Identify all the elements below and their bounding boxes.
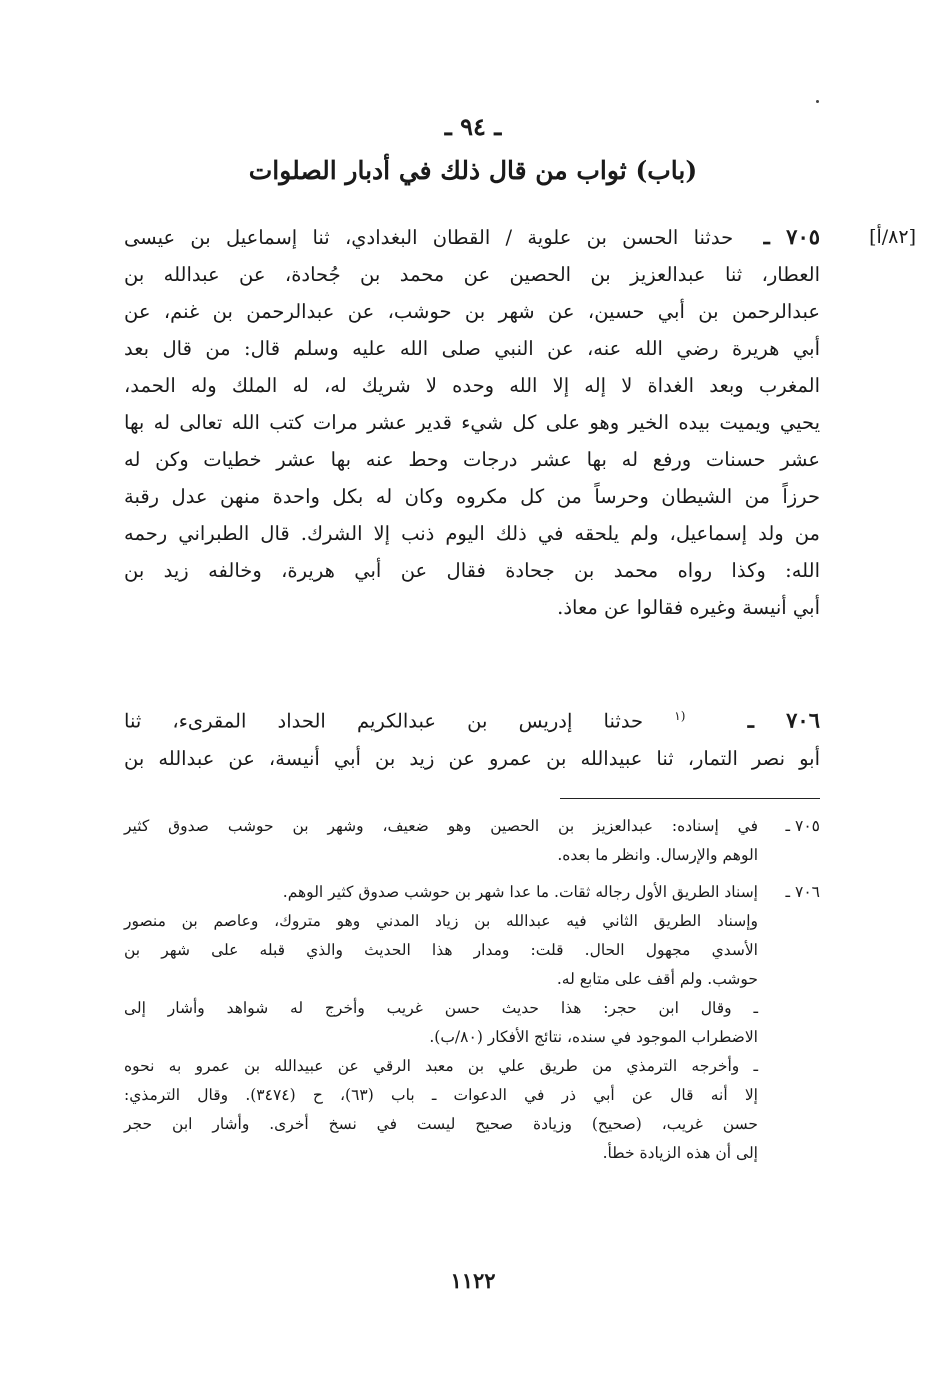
footnote-line: ـ وقال ابن حجر: هذا حديث حسن غريب وأخرج له شواهد وأشار إلى xyxy=(124,999,758,1017)
footnote-number: ٧٠٦ ـ xyxy=(785,883,820,901)
hadith-705-line-2: العطار، ثنا عبدالعزيز بن الحصين عن محمد بن جُحادة، عن عبدالله بن xyxy=(124,263,820,286)
hadith-705 xyxy=(124,218,820,626)
footnote-line: حوشب. ولم أقف على متابع له. xyxy=(556,970,758,988)
margin-dot xyxy=(816,100,819,103)
footnote-line: إسناد الطريق الأول رجاله ثقات. ما عدا شهر بن حوشب صدوق كثير الوهم. xyxy=(282,883,758,901)
hadith-706 xyxy=(124,698,820,777)
footnote-separator xyxy=(560,798,820,799)
footnote-line: في إسناده: عبدالعزيز بن الحصين وهو ضعيف، وشهر بن حوشب صدوق كثير xyxy=(124,817,758,835)
chapter-title: (باب) ثواب من قال ذلك في أدبار الصلوات xyxy=(248,156,698,185)
footnote-706 xyxy=(124,878,820,1168)
hadith-705-line-9: من ولد إسماعيل، ولم يلحقه في ذلك اليوم ذنب إلا الشرك. قال الطبراني رحمه xyxy=(124,522,820,545)
hadith-705-line-4: أبي هريرة رضي الله عنه، عن النبي صلى الله عليه وسلم قال: من قال بعد xyxy=(124,337,820,360)
hadith-706-line-1 xyxy=(124,698,820,740)
footnote-line: إلى أن هذه الزيادة خطأ. xyxy=(602,1144,758,1162)
footnote-body xyxy=(124,878,758,1168)
hadith-705-line-5: المغرب وبعد الغداة لا إله إلا الله وحده لا شريك له، له الملك وله الحمد، xyxy=(124,374,820,397)
footnote-line: ـ وأخرجه الترمذي من طريق علي بن معبد الرقي عن عبيدالله بن عمرو به نحوه xyxy=(124,1057,758,1075)
footnote-marker: (١ xyxy=(674,709,686,723)
hadith-705-line-1 xyxy=(124,218,820,256)
hadith-705-line-11: أبي أنيسة وغيره فقالوا عن معاذ. xyxy=(557,596,820,619)
book-page-number: ١١٢٢ xyxy=(450,1268,496,1293)
footnote-line: الأسدي مجهول الحال. قلت: ومدار هذا الحديث والذي قبله على شهر بن xyxy=(124,941,758,959)
footnote-line: الوهم والإرسال. وانظر ما بعده. xyxy=(557,846,758,864)
hadith-number: ٧٠٦ ـ xyxy=(747,707,820,733)
hadith-number: ٧٠٥ ـ xyxy=(763,224,821,249)
footnote-body xyxy=(124,812,758,870)
hadith-text: حدثنا إدريس بن عبدالكريم الحداد المقرىء، ثنا xyxy=(124,709,644,733)
footnote-line: إلا أنه قال عن أبي ذر في الدعوات ـ باب (٦٣)، ح (٣٤٧٤). وقال الترمذي: xyxy=(124,1086,758,1104)
hadith-705-line-3: عبدالرحمن بن أبي حسين، عن شهر بن حوشب، عن عبدالرحمن بن غنم، عن xyxy=(124,300,820,323)
footnote-line: وإسناد الطريق الثاني فيه عبدالله بن زياد المدني وهو متروك، وعاصم بن منصور xyxy=(124,912,758,930)
section-page-number: ـ ٩٤ ـ xyxy=(444,112,502,141)
hadith-text: حدثنا الحسن بن علوية / القطان البغدادي، ثنا إسماعيل بن عيسى xyxy=(124,226,734,249)
footnote-line: الاضطراب الموجود في سنده، نتائج الأفكار (٨٠/ب). xyxy=(429,1028,758,1046)
footnote-number: ٧٠٥ ـ xyxy=(785,817,820,835)
hadith-705-line-8: حرزاً من الشيطان وحرساً من كل مكروه وكان له بكل واحدة منهن عدل رقبة xyxy=(124,485,820,508)
hadith-705-line-10: الله: وكذا رواه محمد بن جحادة فقال عن أبي هريرة، وخالفه زيد بن xyxy=(124,559,820,582)
manuscript-folio-reference: [٨٢/أ] xyxy=(869,226,916,248)
hadith-705-line-7: عشر حسنات ورفع له بها عشر درجات وحط عنه بها عشر خطيات وكن له xyxy=(124,448,820,471)
hadith-706-line-2: أبو نصر التمار، ثنا عبيدالله بن عمرو عن زيد بن أبي أنيسة، عن عبدالله بن xyxy=(124,746,820,770)
footnote-705 xyxy=(124,812,820,870)
hadith-705-line-6: يحيي ويميت بيده الخير وهو على كل شيء قدير عشر مرات كتب الله تعالى له بها xyxy=(124,411,820,434)
footnotes xyxy=(124,812,820,1168)
footnote-line: حسن غريب، (صحيح) وزيادة صحيح ليست في نسخ أخرى. وأشار ابن حجر xyxy=(124,1115,758,1133)
